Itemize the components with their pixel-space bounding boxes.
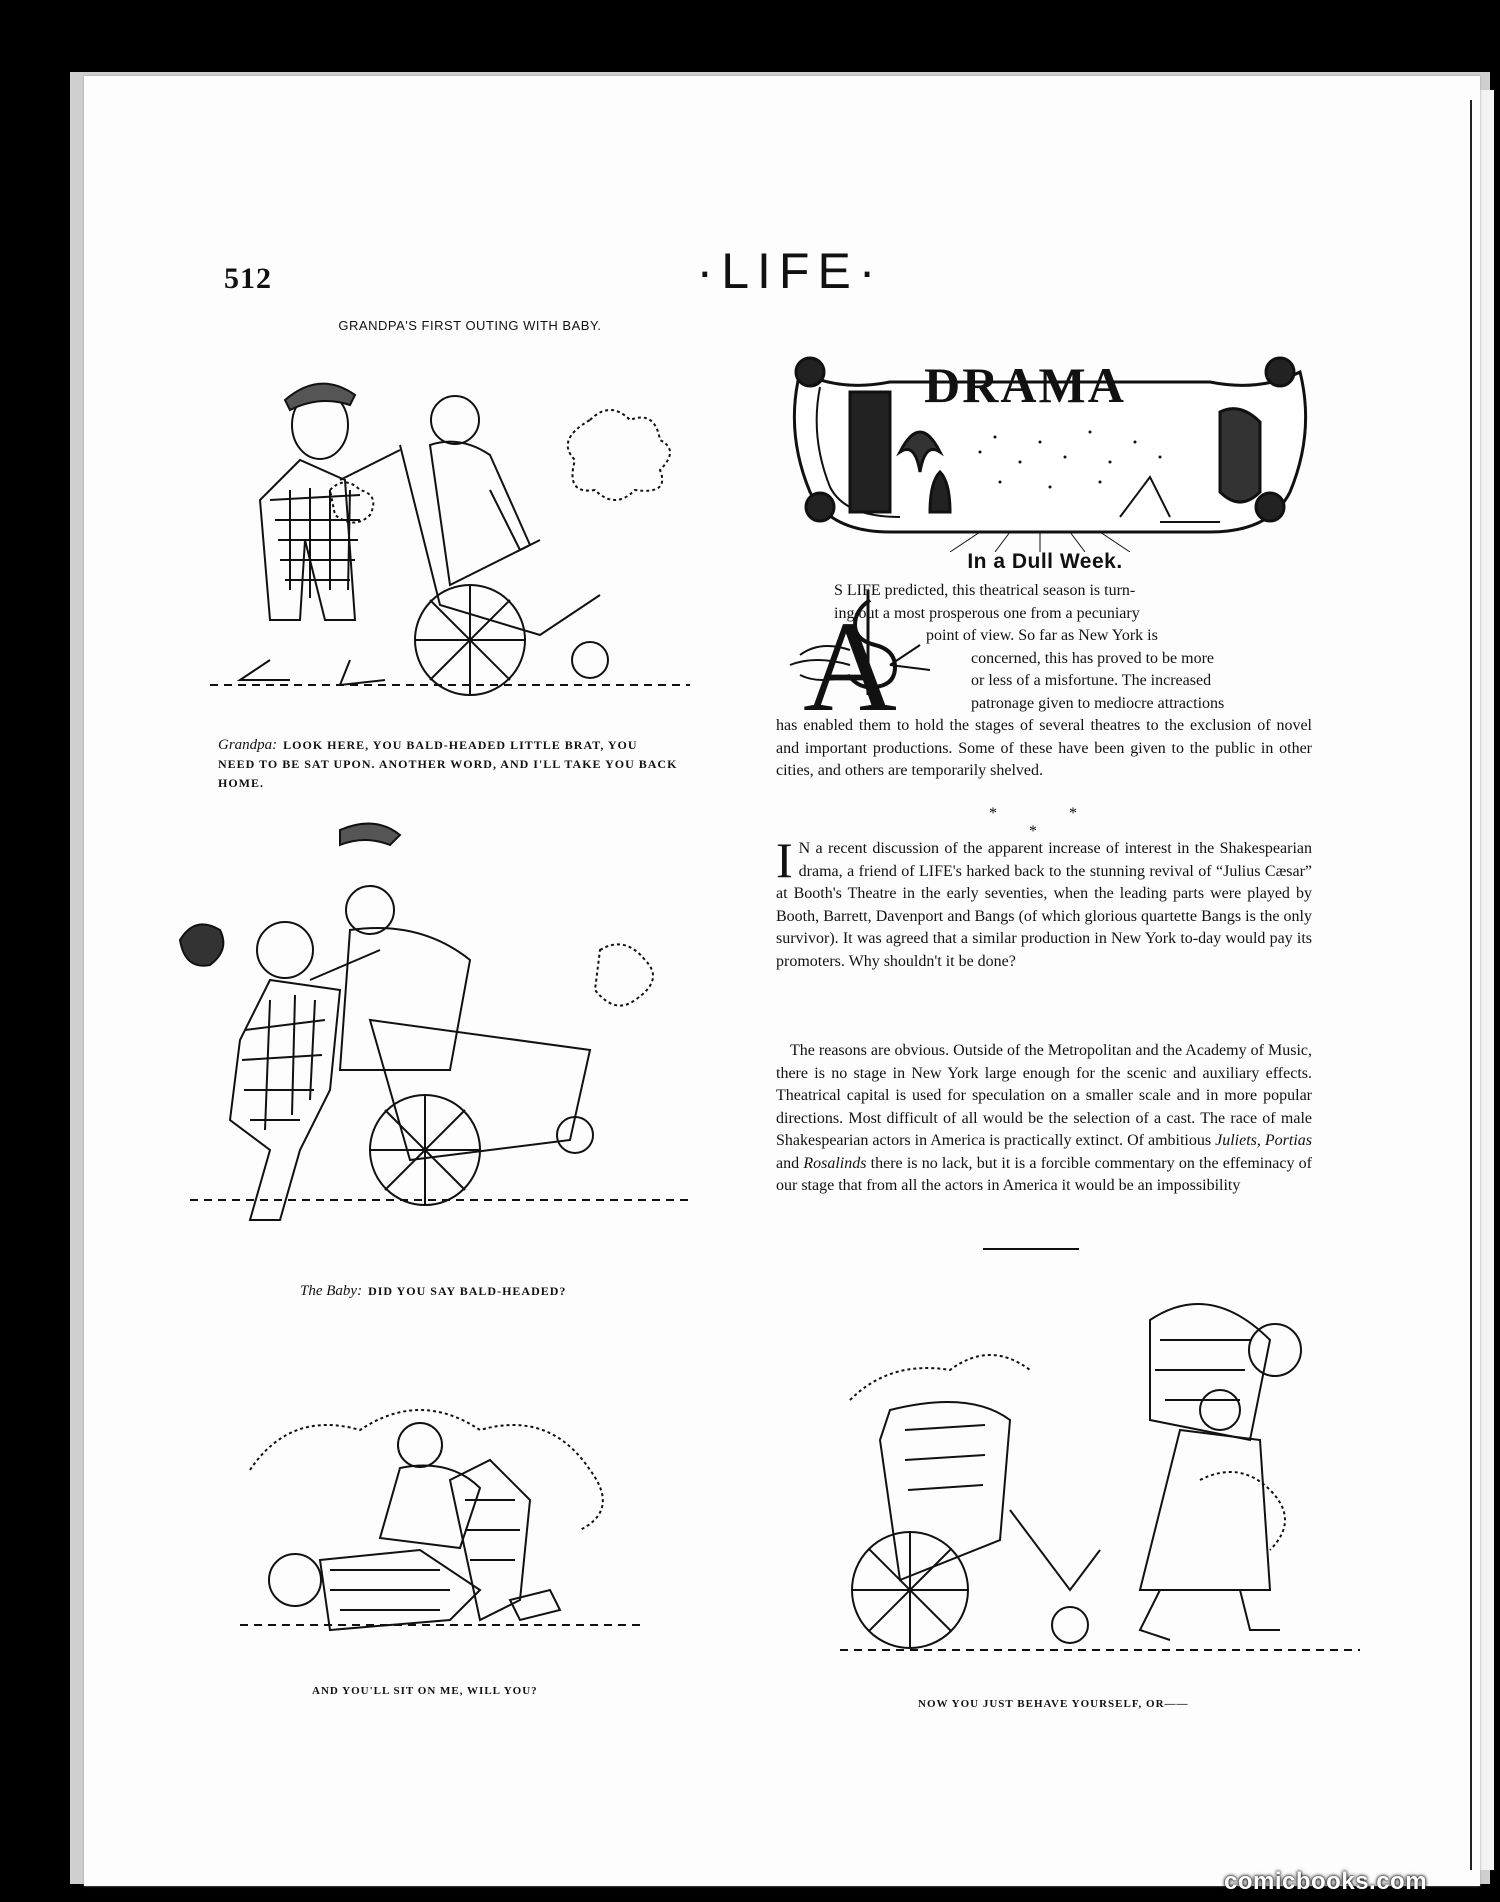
para1-line-6: patronage given to mediocre attractions	[971, 694, 1225, 712]
para1-line-4: concerned, this has proved to be more	[971, 649, 1215, 667]
article-paragraph-2	[776, 832, 1312, 973]
panel-2-text: DID YOU SAY BALD-HEADED?	[368, 1284, 567, 1298]
para3-rosalinds: Rosalinds	[803, 1154, 867, 1172]
cartoon-panel-2-illustration	[170, 820, 710, 1250]
cartoon-panel-3-caption	[312, 1682, 652, 1701]
article-paragraph-3	[776, 1040, 1312, 1198]
drama-banner	[780, 332, 1310, 552]
cartoon-panel-2-caption	[300, 1282, 680, 1301]
para3-juliets: Juliets	[1215, 1132, 1257, 1149]
para2-text: N a recent discussion of the apparent increase of interest in the Shakespearian drama, a friend of LIFE's harked back to the stunning revival of “Julius Cæsar” at Booth's Theatre in the early seventies, when the leading parts were played by Booth, Barrett, Davenport and Bangs (of which glorious quartette Bangs is the only survivor). It was agreed that a similar production in New York to-day would pay its promoters. Why shouldn't it be done?	[776, 840, 1312, 970]
grandpa-pushing-stroller-drawing	[190, 340, 710, 730]
gutter-rule	[1470, 100, 1472, 1870]
panel-2-speaker: The Baby:	[300, 1283, 363, 1299]
drama-stage-banner-drawing	[780, 332, 1310, 552]
para3-text-d: there is no lack, but it is a forcible commentary on the effeminacy of our stage that from all the actors in America it would be an impossibility	[776, 1154, 1312, 1194]
para3-portias: Portias	[1264, 1132, 1313, 1149]
next-page-edge	[1480, 90, 1494, 1870]
baby-sitting-on-grandpa-drawing	[220, 1350, 660, 1650]
para1-line-5: or less of a misfortune. The increased	[971, 672, 1212, 689]
cartoon-panel-4-caption	[918, 1695, 1278, 1714]
page-number: 512	[224, 262, 272, 295]
article-paragraph-1	[776, 580, 1312, 783]
cartoon-panel-3-illustration	[220, 1350, 660, 1650]
para3-text-b: ,	[1256, 1132, 1265, 1149]
column-end-rule	[983, 1248, 1079, 1250]
masthead-title: ·LIFE·	[696, 243, 884, 299]
panel-3-text: AND YOU'LL SIT ON ME, WILL YOU?	[312, 1685, 538, 1697]
para2-initial: I	[776, 832, 793, 888]
drop-cap-letter: A	[803, 595, 897, 716]
panel-4-text: NOW YOU JUST BEHAVE YOURSELF, OR——	[918, 1698, 1189, 1710]
cartoon-title: GRANDPA'S FIRST OUTING WITH BABY.	[338, 318, 602, 333]
para1-line-1: S LIFE predicted, this theatrical season is turn-	[834, 582, 1136, 599]
para1-rest: has enabled them to hold the stages of several theatres to the exclusion of novel and important productions. Some of these have been given to the public in other cities, and others are temporarily shelved.	[776, 717, 1312, 779]
site-watermark: comicbooks.com	[1224, 1868, 1428, 1895]
panel-1-speaker: Grandpa:	[218, 737, 278, 753]
panel-1-text: LOOK HERE, YOU BALD-HEADED LITTLE BRAT, YOU NEED TO BE SAT UPON. ANOTHER WORD, AND I'LL TAKE YOU BACK HOME.	[218, 738, 678, 790]
article-title: In a Dull Week.	[967, 550, 1123, 573]
para3-text-c: and	[776, 1154, 804, 1172]
grandpa-carrying-baby-drawing	[820, 1280, 1380, 1680]
cartoon-panel-1-caption	[218, 736, 678, 793]
cartoon-panel-1-illustration	[190, 340, 710, 730]
para3-text-a: The reasons are obvious. Outside of the Metropolitan and the Academy of Music, there is no stage in New York large enough for the scenic and auxiliary effects. Theatrical capital is used for speculation on a smaller scale and in more popular directions. Most difficult of all would be the selection of a cast. The race of male Shakespearian actors in America is practically extinct. Of ambitious	[776, 1042, 1312, 1149]
drama-banner-title: DRAMA	[924, 357, 1126, 413]
cartoon-panel-4-illustration	[820, 1280, 1380, 1680]
grandpa-tipping-stroller-drawing	[170, 820, 710, 1250]
section-break-dots: * * *	[989, 805, 1111, 840]
para1-line-3: point of view. So far as New York is	[926, 627, 1158, 644]
para1-line-2: ing out a most prosperous one from a pecuniary	[834, 604, 1140, 622]
